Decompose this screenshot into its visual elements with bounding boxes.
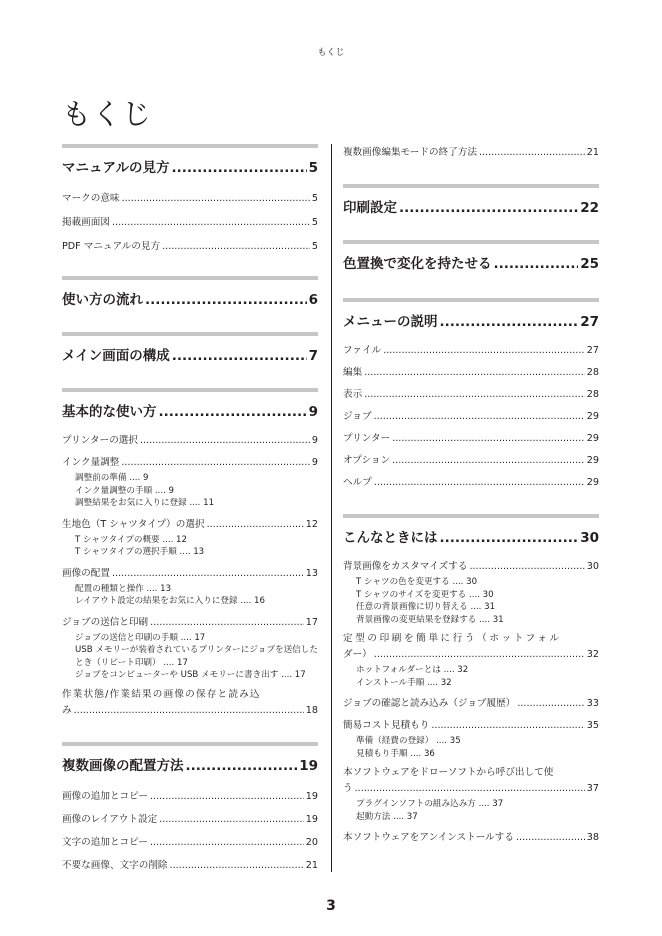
section-heading[interactable]: 色置換で変化を持たせる ..... 25 — [343, 240, 599, 272]
toc-subentries — [62, 583, 318, 608]
toc-entry[interactable]: ジョブの送信と印刷 ..... 17 — [62, 614, 318, 628]
toc-entry-multiline[interactable]: 本ソフトウェアをドローソフトから呼び出して使 う ..... 37 — [343, 766, 599, 794]
toc-entry[interactable]: プリンター ..... 29 — [343, 430, 599, 444]
toc-subentries — [343, 798, 599, 823]
toc-section-main-screen — [62, 332, 318, 364]
toc-entry[interactable]: オプション ..... 29 — [343, 452, 599, 466]
toc-subentry[interactable]: 背景画像の変更結果を登録する .... 31 — [356, 614, 504, 625]
section-heading[interactable]: 使い方の流れ ..... 6 — [62, 276, 318, 308]
toc-entry-multiline[interactable]: 作業状態/作業結果の画像の保存と読み込 み ..... 18 — [62, 688, 318, 716]
column-divider — [331, 144, 332, 872]
section-heading[interactable]: メイン画面の構成 ..... 7 — [62, 332, 318, 364]
toc-subentries — [343, 576, 599, 626]
toc-entry[interactable]: 本ソフトウェアをアンインストールする ..... 38 — [343, 829, 599, 843]
toc-entry[interactable]: ジョブの確認と読み込み（ジョブ履歴） ..... 33 — [343, 695, 599, 709]
section-heading[interactable]: 印刷設定 ..... 22 — [343, 184, 599, 216]
toc-subentry[interactable]: T シャツのサイズを変更する .... 30 — [356, 589, 494, 600]
toc-subentries — [62, 472, 318, 510]
toc-subentry[interactable]: 調整結果をお気に入りに登録 .... 11 — [75, 498, 215, 508]
page-number: 3 — [326, 898, 336, 914]
toc-subentry[interactable]: インク量調整の手順 .... 9 — [75, 485, 175, 496]
toc-subentry[interactable]: ジョブの送信と印刷の手順 .... 17 — [75, 632, 206, 643]
toc-subentry[interactable]: レイアウト設定の結果をお気に入りに登録 .... 16 — [75, 596, 265, 606]
toc-entry[interactable]: ヘルプ ..... 29 — [343, 474, 599, 488]
toc-subentry[interactable]: 起動方法 .... 37 — [356, 811, 418, 822]
toc-subentry[interactable]: 調整前の準備 .... 9 — [75, 473, 149, 483]
toc-entry[interactable]: 生地色（T シャツタイプ）の選択 ..... 12 — [62, 516, 318, 530]
section-title: マニュアルの見方 — [62, 160, 170, 176]
toc-entry[interactable]: インク量調整 ..... 9 — [62, 454, 318, 468]
section-heading[interactable]: 複数画像の配置方法 ..... 19 — [62, 742, 318, 774]
toc-section-print-settings — [343, 184, 599, 216]
toc-subentry[interactable]: 見積もり手順 .... 36 — [356, 748, 435, 759]
toc-entry[interactable]: 掲載画面図 ..... 5 — [62, 214, 318, 228]
toc-entry[interactable]: 画像の追加とコピー ..... 19 — [62, 788, 318, 802]
toc-entry[interactable]: 複数画像編集モードの終了方法 ..... 21 — [343, 144, 599, 158]
running-head: もくじ — [317, 48, 345, 58]
toc-entry[interactable]: 文字の追加とコピー ..... 20 — [62, 834, 318, 848]
toc-entry[interactable]: ファイル ..... 27 — [343, 342, 599, 356]
toc-subentries — [62, 534, 318, 559]
toc-section-multi-image — [62, 742, 318, 871]
toc-subentry[interactable]: ジョブをコンピューターや USB メモリーに書き出す .... 17 — [75, 670, 306, 680]
section-heading[interactable] — [62, 144, 318, 176]
toc-left-column — [62, 144, 318, 871]
toc-section-basic-usage — [62, 388, 318, 716]
toc-entry[interactable]: 表示 ..... 28 — [343, 386, 599, 400]
page-title: もくじ — [62, 97, 153, 131]
toc-subentry[interactable]: 任意の背景画像に切り替える .... 31 — [356, 602, 496, 612]
toc-entry[interactable]: 編集 ..... 28 — [343, 364, 599, 378]
toc-entry[interactable]: ジョブ ..... 29 — [343, 408, 599, 422]
toc-section-menu — [343, 298, 599, 488]
toc-subentries — [343, 664, 599, 689]
toc-entry-multiline[interactable]: 定型の印刷を簡単に行う（ホットフォル ダー） ..... 32 — [343, 632, 599, 660]
toc-entry[interactable]: 画像の配置 ..... 13 — [62, 565, 318, 579]
toc-subentry[interactable]: T シャツの色を変更する .... 30 — [356, 577, 478, 587]
toc-subentries — [343, 735, 599, 760]
toc-entry[interactable]: 簡易コスト見積もり ..... 35 — [343, 717, 599, 731]
toc-entry[interactable]: プリンターの選択 ..... 9 — [62, 432, 318, 446]
toc-subentry[interactable]: T シャツタイプの選択手順 .... 13 — [75, 547, 205, 557]
toc-section-workflow — [62, 276, 318, 308]
toc-entry[interactable]: PDF マニュアルの見方 ..... 5 — [62, 238, 318, 252]
section-heading[interactable]: 基本的な使い方 ..... 9 — [62, 388, 318, 420]
toc-subentry[interactable]: プラグインソフトの組み込み方 .... 37 — [356, 799, 504, 809]
section-heading[interactable]: こんなときには ..... 30 — [343, 514, 599, 546]
toc-subentry[interactable]: 準備（経費の登録） .... 35 — [356, 736, 461, 746]
toc-subentry[interactable]: 配置の種類と操作 .... 13 — [75, 583, 172, 594]
toc-right-column — [343, 144, 599, 843]
toc-section-color-replace — [343, 240, 599, 272]
toc-entry[interactable]: 背景画像をカスタマイズする ..... 30 — [343, 558, 599, 572]
toc-section-troubleshooting — [343, 514, 599, 843]
section-page: 5 — [308, 160, 318, 176]
toc-subentry[interactable]: インストール手順 .... 32 — [356, 677, 452, 688]
section-heading[interactable]: メニューの説明 ..... 27 — [343, 298, 599, 330]
toc-entry[interactable]: マークの意味 ..... 5 — [62, 190, 318, 204]
toc-subentry[interactable]: USB メモリーが装着されているプリンターにジョブを送信したとき（リピート印刷） .... 17 — [75, 645, 318, 668]
toc-subentry[interactable]: T シャツタイプの概要 .... 12 — [75, 534, 187, 545]
toc-entry[interactable]: 画像のレイアウト設定 ..... 19 — [62, 811, 318, 825]
toc-entry[interactable]: 不要な画像、文字の削除 ..... 21 — [62, 857, 318, 871]
toc-subentries — [62, 632, 318, 682]
toc-subentry[interactable]: ホットフォルダーとは .... 32 — [356, 665, 469, 675]
toc-section-manual — [62, 144, 318, 252]
